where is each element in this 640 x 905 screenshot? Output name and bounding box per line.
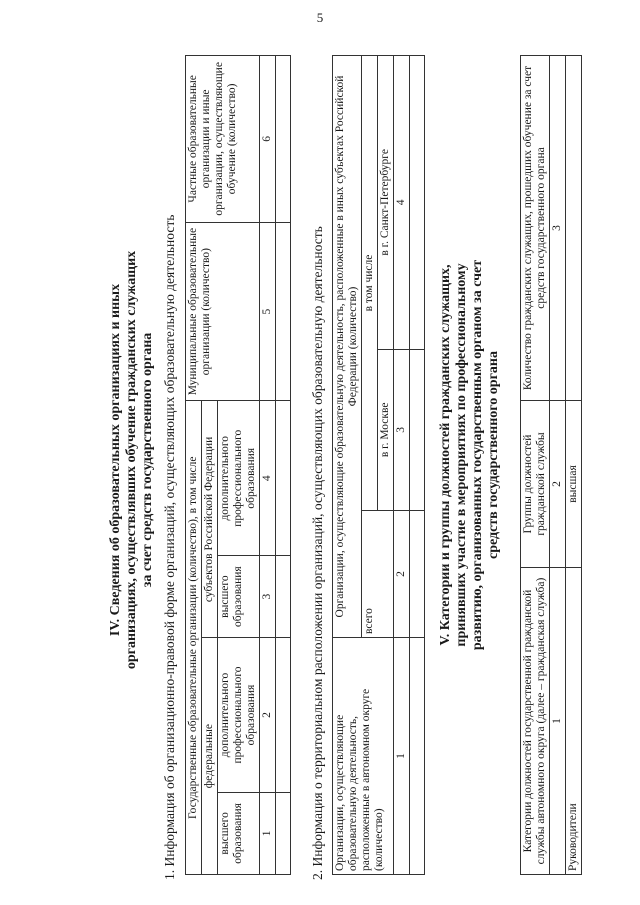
t1-empty-cell	[276, 638, 291, 792]
t2-col-num: 1	[394, 638, 410, 875]
t3-col-num: 3	[550, 56, 566, 401]
t1-header-subjects-higher: высшего образования	[218, 555, 260, 637]
section4-subtitle-1: 1. Информация об организационно-правовой форме организаций, осуществляющих образовательную деятельность	[162, 214, 177, 880]
t3-row-group: высшая	[566, 401, 582, 568]
t3-col-num: 1	[550, 568, 566, 875]
t1-header-subjects: субъектов Российской Федерации	[202, 401, 218, 638]
section4-title-line3: за счет средств государственного органа	[140, 332, 155, 588]
rotated-page-content	[20, 20, 620, 880]
t2-header-total: всего	[362, 511, 394, 638]
t1-col-num: 4	[260, 401, 276, 555]
t3-header-count: Количество гражданских служащих, прошедших обучение за счет средств государственного органа	[521, 56, 550, 401]
t1-empty-cell	[276, 792, 291, 874]
page-number: 5	[316, 10, 324, 25]
section4-title-line1: IV. Сведения об образовательных организациях и иных	[108, 283, 123, 637]
t3-row-category: Руководители	[566, 568, 582, 875]
categories-table	[520, 55, 582, 875]
t2-empty-cell	[410, 56, 425, 350]
section5-title-line4: средств государственного органа	[486, 351, 501, 560]
t3-header-categories: Категории должностей государственной гражданской службы автономного округа (далее – гражданская служба)	[521, 568, 550, 875]
t1-header-federal: федеральные	[202, 638, 218, 875]
org-location-table	[332, 55, 425, 875]
section4-subtitle-2: 2. Информация о территориальном расположении организаций, осуществляющих образовательную деятельность	[310, 226, 325, 880]
section5-title	[438, 205, 502, 705]
section5-title-line2: принявших участие в мероприятиях по профессиональному	[454, 263, 469, 647]
t1-header-state: Государственные образовательные организации (количество), в том числе	[186, 401, 202, 875]
t1-empty-cell	[276, 222, 291, 401]
t1-col-num: 5	[260, 222, 276, 401]
t1-col-num: 3	[260, 555, 276, 637]
section5-title-line1: V. Категории и группы должностей гражданских служащих,	[438, 264, 453, 646]
section5-title-line3: развитию, организованных государственным органом за счет	[470, 259, 485, 651]
t2-empty-cell	[410, 511, 425, 638]
t3-header-groups: Группы должностей гражданской службы	[521, 401, 550, 568]
org-form-table	[185, 55, 291, 875]
t1-header-subjects-additional: дополнительного профессионального образования	[218, 401, 260, 555]
t2-empty-cell	[410, 349, 425, 510]
t1-header-federal-higher: высшего образования	[218, 792, 260, 874]
t2-col-num: 4	[394, 56, 410, 350]
section4-title-line2: организациях, осуществлявших обучение гражданских служащих	[124, 250, 139, 670]
t1-header-federal-additional: дополнительного профессионального образования	[218, 638, 260, 792]
t1-empty-cell	[276, 555, 291, 637]
t3-col-num: 2	[550, 401, 566, 568]
t1-col-num: 1	[260, 792, 276, 874]
t3-row-count	[566, 56, 582, 401]
t1-header-private: Частные образовательные организации и иные организации, осуществляющие обучение (количество)	[186, 56, 260, 223]
t2-header-moscow: в г. Москве	[378, 349, 394, 510]
t2-col-num: 3	[394, 349, 410, 510]
t1-header-municipal: Муниципальные образовательные организации (количество)	[186, 222, 260, 401]
t1-empty-cell	[276, 56, 291, 223]
section4-title	[108, 210, 156, 710]
t2-header-ao: Организации, осуществляющие образовательную деятельность, расположенные в автономном округе (количество)	[333, 638, 394, 875]
t2-empty-cell	[410, 638, 425, 875]
t1-empty-cell	[276, 401, 291, 555]
t1-col-num: 2	[260, 638, 276, 792]
t2-header-other: Организации, осуществляющие образовательную деятельность, расположенные в иных субъектах Российской Федерации (количество)	[333, 56, 362, 638]
t2-col-num: 2	[394, 511, 410, 638]
t2-header-spb: в г. Санкт-Петербурге	[378, 56, 394, 350]
t1-col-num: 6	[260, 56, 276, 223]
t2-header-incl: в том числе	[362, 56, 378, 511]
